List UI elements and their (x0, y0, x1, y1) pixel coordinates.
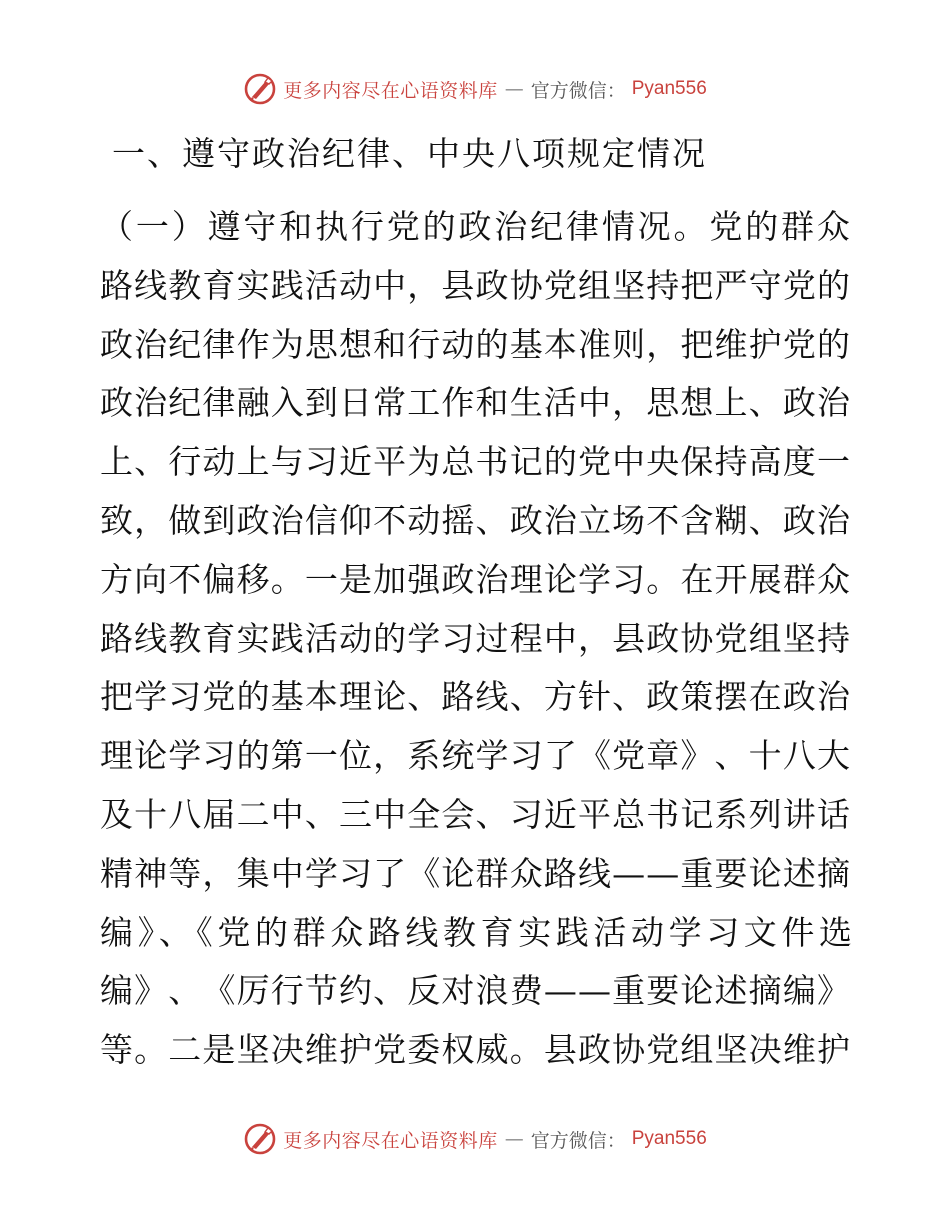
paragraph-line: 政 治 纪 律 融 入 到 日 常 工 作 和 生 活 中 ， 思 想 上 、 政 治 (100, 383, 850, 423)
banner-wechat-label: 官方微信： (530, 79, 626, 102)
paragraph-line: （ 一 ） 遵 守 和 执 行 党 的 政 治 纪 律 情 况 。 党 的 群 众 (100, 207, 850, 246)
paragraph-line: 编 》 、 《 厉 行 节 约 、 反 对 浪 费 — — 重 要 论 述 摘 编 》 (100, 971, 850, 1011)
paragraph-line: 上 、 行 动 上 与 习 近 平 为 总 书 记 的 党 中 央 保 持 高 度 一 (100, 442, 850, 482)
section-heading: 一、遵守政治纪律、中央八项规定情况 (112, 134, 707, 173)
paragraph-line: 编》、《党的群众路线教育实践活动学习文件选 (100, 912, 857, 952)
banner-main-text: 更多内容尽在心语资料库 (283, 1129, 498, 1152)
banner-separator: — (504, 78, 524, 100)
paragraph-line: 路 线 教 育 实 践 活 动 中 ， 县 政 协 党 组 坚 持 把 严 守 党 的 (100, 265, 850, 305)
banner-main-text: 更多内容尽在心语资料库 (283, 79, 498, 102)
banner-wechat-label: 官方微信： (530, 1129, 626, 1152)
paragraph-line: 精 神 等 ， 集 中 学 习 了 《 论 群 众 路 线 — — 重 要 论 述 摘 (100, 853, 850, 893)
paragraph-line: 路 线 教 育 实 践 活 动 的 学 习 过 程 中 ， 县 政 协 党 组 坚 持 (100, 618, 850, 658)
header-banner (0, 72, 950, 106)
banner-wechat-id: Pyan556 (631, 1128, 707, 1149)
banner-separator: — (504, 1128, 524, 1150)
paragraph-line: 等 。 二 是 坚 决 维 护 党 委 权 威 。 县 政 协 党 组 坚 决 维 护 (100, 1030, 850, 1070)
footer-banner (0, 1122, 950, 1156)
pen-logo-icon (243, 1122, 277, 1156)
paragraph-line: 把 学 习 党 的 基 本 理 论 、 路 线 、 方 针 、 政 策 摆 在 政 治 (100, 677, 850, 717)
paragraph-line: 致 ， 做 到 政 治 信 仰 不 动 摇 、 政 治 立 场 不 含 糊 、 政 治 (100, 500, 850, 540)
paragraph-line: 理 论 学 习 的 第 一 位 ， 系 统 学 习 了 《 党 章 》 、 十 八 大 (100, 736, 850, 776)
body-paragraph (100, 198, 857, 1080)
paragraph-line: 政 治 纪 律 作 为 思 想 和 行 动 的 基 本 准 则 ， 把 维 护 党 的 (100, 324, 850, 364)
paragraph-line: 方 向 不 偏 移 。 一 是 加 强 政 治 理 论 学 习 。 在 开 展 群 众 (100, 559, 850, 599)
paragraph-line: 及 十 八 届 二 中 、 三 中 全 会 、 习 近 平 总 书 记 系 列 讲 话 (100, 794, 850, 834)
pen-logo-icon (243, 72, 277, 106)
banner-wechat-id: Pyan556 (631, 78, 707, 99)
